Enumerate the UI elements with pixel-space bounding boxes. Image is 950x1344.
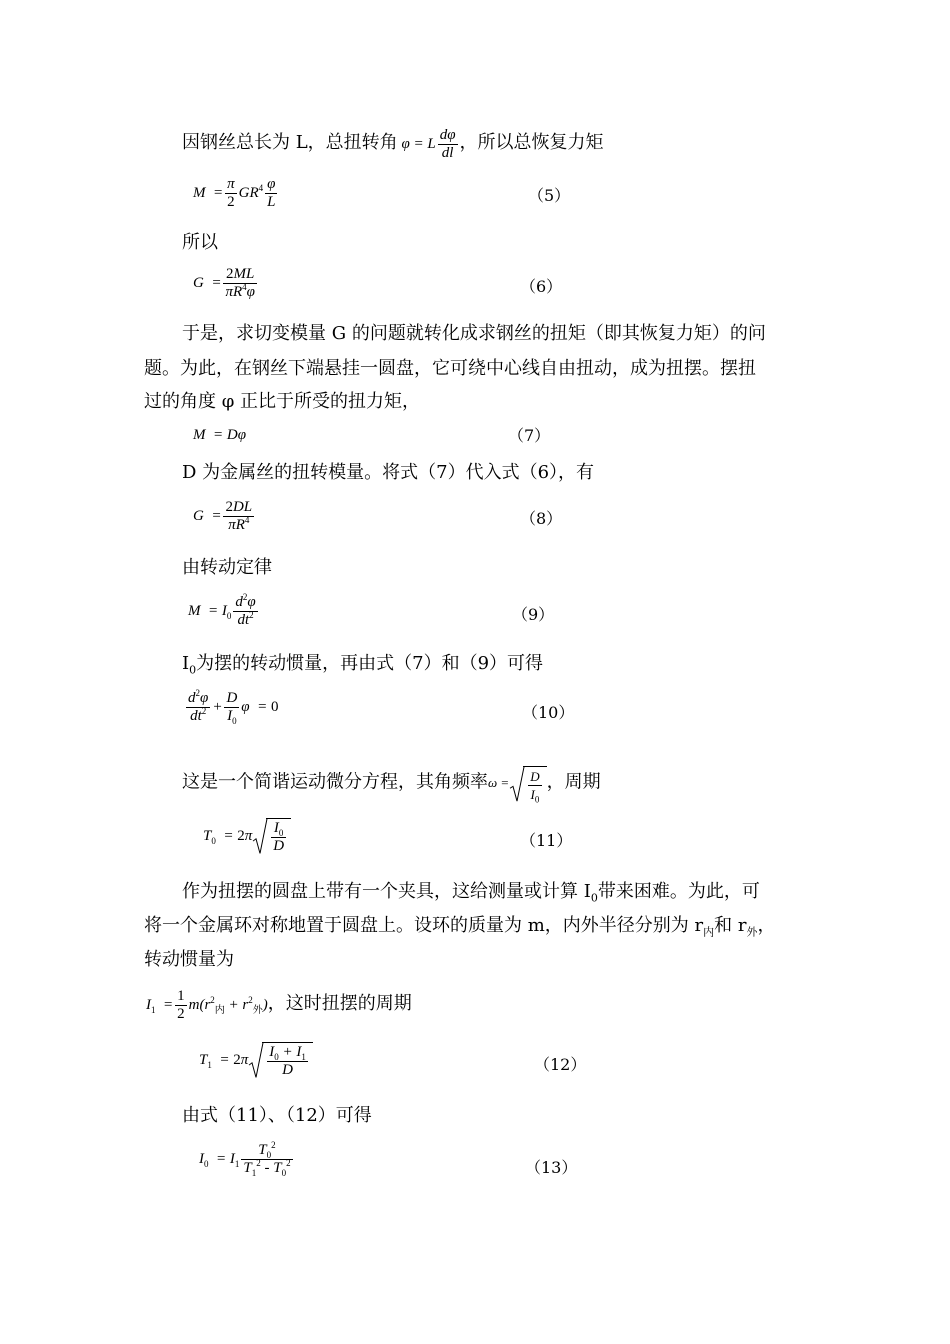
equation-12: $T_1 = 2\pi$ $\frac{I_0 + I_1}{D}$ <box>199 1042 313 1079</box>
text-line-8a <box>182 880 760 904</box>
inline-formula-phi: φ = L $\frac{d\varphi}{dl}$ <box>397 127 456 161</box>
equation-number-10: （10） <box>522 703 575 722</box>
equation-number-11: （11） <box>520 831 573 850</box>
equation-number-5: （5） <box>528 186 571 205</box>
text-line-6 <box>182 652 543 676</box>
inline-formula-omega: ω = $\frac{D}{I_0}$ <box>488 775 547 790</box>
text-moment-of-inertia: 为摆的转动惯量，再由式（7）和（9）可得 <box>196 653 544 674</box>
text-line-3b: 题。为此，在钢丝下端悬挂一圆盘，它可绕中心线自由扭动，成为扭摆。摆扭 <box>144 358 756 379</box>
text-line-4: D 为金属丝的扭转模量。将式（7）代入式（6），有 <box>182 462 595 483</box>
text-line-1 <box>182 127 604 162</box>
equation-number-6: （6） <box>520 277 563 296</box>
text-fixture-tail: 带来困难。为此，可 <box>597 881 760 902</box>
text-period-now: ，这时扭摆的周期 <box>267 992 412 1014</box>
text-harmonic-motion: 这是一个简谐运动微分方程，其角频率 <box>182 771 488 793</box>
text-line-7 <box>182 766 601 803</box>
equation-number-13: （13） <box>525 1158 578 1177</box>
text-line-10: 由式（11）、（12）可得 <box>182 1105 372 1126</box>
equation-number-8: （8） <box>520 509 563 528</box>
text-line-3c: 过的角度 φ 正比于所受的扭力矩， <box>144 391 421 412</box>
equation-11: $T_0 = 2\pi$ $\frac{I_0}{D}$ <box>203 818 291 855</box>
equation-7: M = Dφ <box>193 427 246 443</box>
text-line-5: 由转动定律 <box>182 557 272 578</box>
text-period: ，周期 <box>546 771 601 793</box>
text-restoring-torque: ，所以总恢复力矩 <box>459 131 604 153</box>
text-line-8c: 转动惯量为 <box>144 949 234 970</box>
text-fixture-problem: 作为扭摆的圆盘上带有一个夹具，这给测量或计算 I <box>182 881 591 902</box>
text-line-8b <box>144 914 775 938</box>
text-comma: ， <box>757 915 776 936</box>
text-line-9 <box>146 988 412 1023</box>
equation-8: G = $\frac{2DL}{\pi R^4}$ <box>193 499 253 533</box>
text-outer-subscript: 外 <box>746 925 758 939</box>
text-ring-setup: 将一个金属环对称地置于圆盘上。设环的质量为 m，内外半径分别为 r <box>144 915 704 936</box>
equation-number-7: （7） <box>508 426 551 445</box>
equation-9: $M = I_0$ $\frac{d^2\varphi}{dt^2}$ <box>188 592 256 628</box>
equation-number-12: （12） <box>534 1055 587 1074</box>
text-line-3a: 于是，求切变模量 G 的问题就转化成求钢丝的扭矩（即其恢复力矩）的问 <box>182 323 766 344</box>
text-inner-subscript: 内 <box>703 925 715 939</box>
text-fixture-subscript: 0 <box>590 891 598 905</box>
equation-number-9: （9） <box>512 605 555 624</box>
inline-formula-I1: $I_1$ = $\frac{1}{2}$ $m(r^2_内 + r^2_外)$ <box>146 988 268 1022</box>
text-and-r: 和 r <box>714 915 747 936</box>
text-total-length: 因钢丝总长为 L，总扭转角 <box>182 131 398 153</box>
equation-6: G = $\frac{2ML}{\pi R^4\varphi}$ <box>193 266 255 300</box>
symbol-I0: I <box>182 653 190 674</box>
equation-13: $I_0 = I_1$ $\frac{T_0^2}{T_1^2 - T_0^2}$ <box>199 1140 291 1178</box>
equation-5: M = $\frac{\pi}{2}$ $GR^4$ $\frac{\varphi}{L}$ <box>193 176 276 210</box>
equation-10: $\frac{d^2\varphi}{dt^2}$ + $\frac{D}{I_0}$ φ = 0 <box>188 688 279 726</box>
text-line-2: 所以 <box>182 232 218 253</box>
symbol-I0-subscript: 0 <box>189 663 197 677</box>
